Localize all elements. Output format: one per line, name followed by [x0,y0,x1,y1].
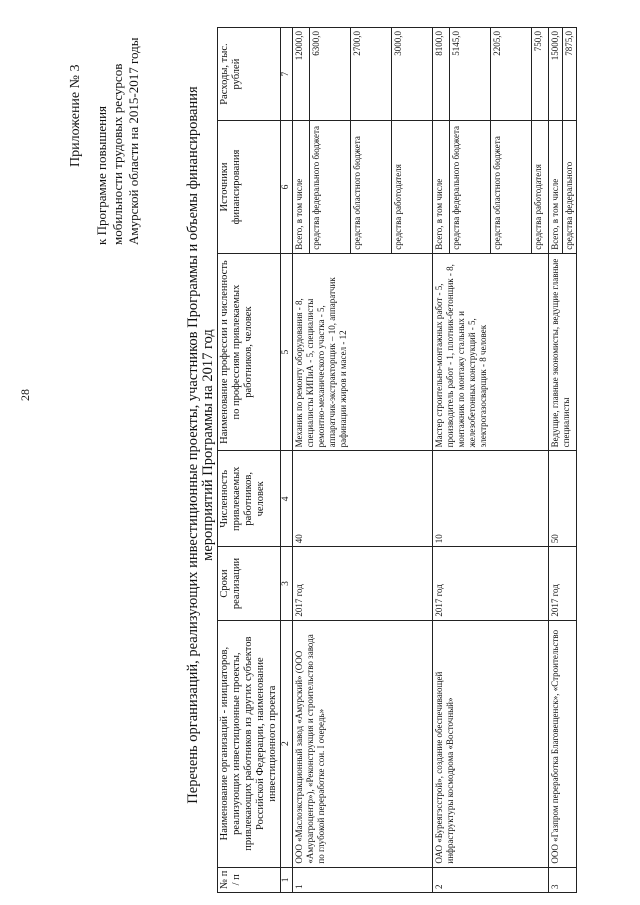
column-number: 2 [281,620,293,867]
source-total: Всего, в том числе [434,178,444,250]
appendix-line-3: Амурской области на 2015-2017 годы [126,37,141,245]
row-number: 1 [293,867,433,892]
title-line-2: мероприятий Программы на 2017 год [200,329,216,561]
source-employer: средства работодателя [531,121,547,253]
row-number: 2 [433,867,549,892]
column-number: 6 [281,121,293,254]
amount-federal: 6300,0 [309,28,349,120]
amount-regional: 2700,0 [350,28,390,120]
row-sources [549,121,577,254]
appendix-header [68,25,142,245]
column-number-row [281,28,293,893]
column-number: 1 [281,867,293,892]
row-number: 3 [549,867,577,892]
amount-total: 12000,0 [294,31,304,61]
header-workers-count: Численность привлекаемых работников, человек [218,451,281,547]
amount-federal: 7875,0 [562,28,575,120]
source-employer: средства работодателя [391,121,431,253]
column-number: 3 [281,547,293,620]
source-regional: средства областного бюджета [350,121,390,253]
amount-total: 15000,0 [550,31,560,61]
source-federal: средства федерального [562,121,575,253]
appendix-line-1: к Программе повышения [94,105,109,245]
column-number: 5 [281,253,293,451]
table-row [293,28,433,893]
source-regional: средства областного бюджета [490,121,530,253]
row-organization: ООО «Газпром переработка Благовещенск», «Строительство [549,620,577,867]
source-federal: средства федерального бюджета [309,121,349,253]
appendix-line-2: мобильности трудовых ресурсов [110,63,125,245]
row-workers-count: 50 [549,451,577,547]
row-term: 2017 год [293,547,433,620]
amount-employer: 750,0 [531,28,547,120]
row-term: 2017 год [549,547,577,620]
row-workers-count: 10 [433,451,549,547]
row-professions: Механик по ремонту оборудования - 8, специалисты КИПиА - 5, специалисты ремонтно-механического участка - 5, аппаратчик-экстракторщик – 10, аппаратчик рафинации жиров и масел - 12 [293,253,433,451]
row-sources [293,121,433,254]
row-professions: Ведущие, главные экономисты, ведущие главные специалисты [549,253,577,451]
page-number: 28 [18,389,32,401]
header-number: № п / п [218,867,281,892]
header-sources: Источники финансирования [218,121,281,254]
row-amounts [549,28,577,121]
title-line-1: Перечень организаций, реализующих инвестиционные проекты, участников Программы и объемы финансирования [185,86,201,804]
row-amounts [293,28,433,121]
header-term: Сроки реализации [218,547,281,620]
row-workers-count: 40 [293,451,433,547]
row-sources [433,121,549,254]
amount-federal: 5145,0 [449,28,489,120]
amount-total: 8100,0 [434,31,444,56]
source-federal: средства федерального бюджета [449,121,489,253]
source-total: Всего, в том числе [550,178,560,250]
column-number: 4 [281,451,293,547]
table-row [433,28,549,893]
header-organization: Наименование организаций - инициаторов, реализующих инвестиционные проекты, привлекающих работников из других субъектов Российской Федерации, наименование инвестиционного проекта [218,620,281,867]
column-number: 7 [281,28,293,121]
row-amounts [433,28,549,121]
table-row [549,28,577,893]
document-title [186,35,216,855]
row-professions: Мастер строительно-монтажных работ - 5, производитель работ - 1, плотник-бетонщик - 8, монтажник по монтажу стальных и железобетонных конструкций - 5, электрогазосварщик - 8 человек [433,253,549,451]
projects-table [217,27,577,893]
row-organization: ООО «Маслоэкстракционный завод «Амурский» (ООО «Амурагроцентр»), «Реконструкция и строительство завода по глубокой переработке сои. I очередь» [293,620,433,867]
header-professions: Наименование профессии и численность по профессиям привлекаемых работников, человек [218,253,281,451]
table-header-row [218,28,281,893]
source-total: Всего, в том числе [294,178,304,250]
row-term: 2017 год [433,547,549,620]
amount-employer: 3000,0 [391,28,431,120]
appendix-number: Приложение № 3 [68,64,83,167]
header-expenses: Расходы, тыс. рублей [218,28,281,121]
row-organization: ОАО «Буреягэсстрой», создание обеспечивающей инфраструктуры космодрома «Восточный» [433,620,549,867]
amount-regional: 2205,0 [490,28,530,120]
